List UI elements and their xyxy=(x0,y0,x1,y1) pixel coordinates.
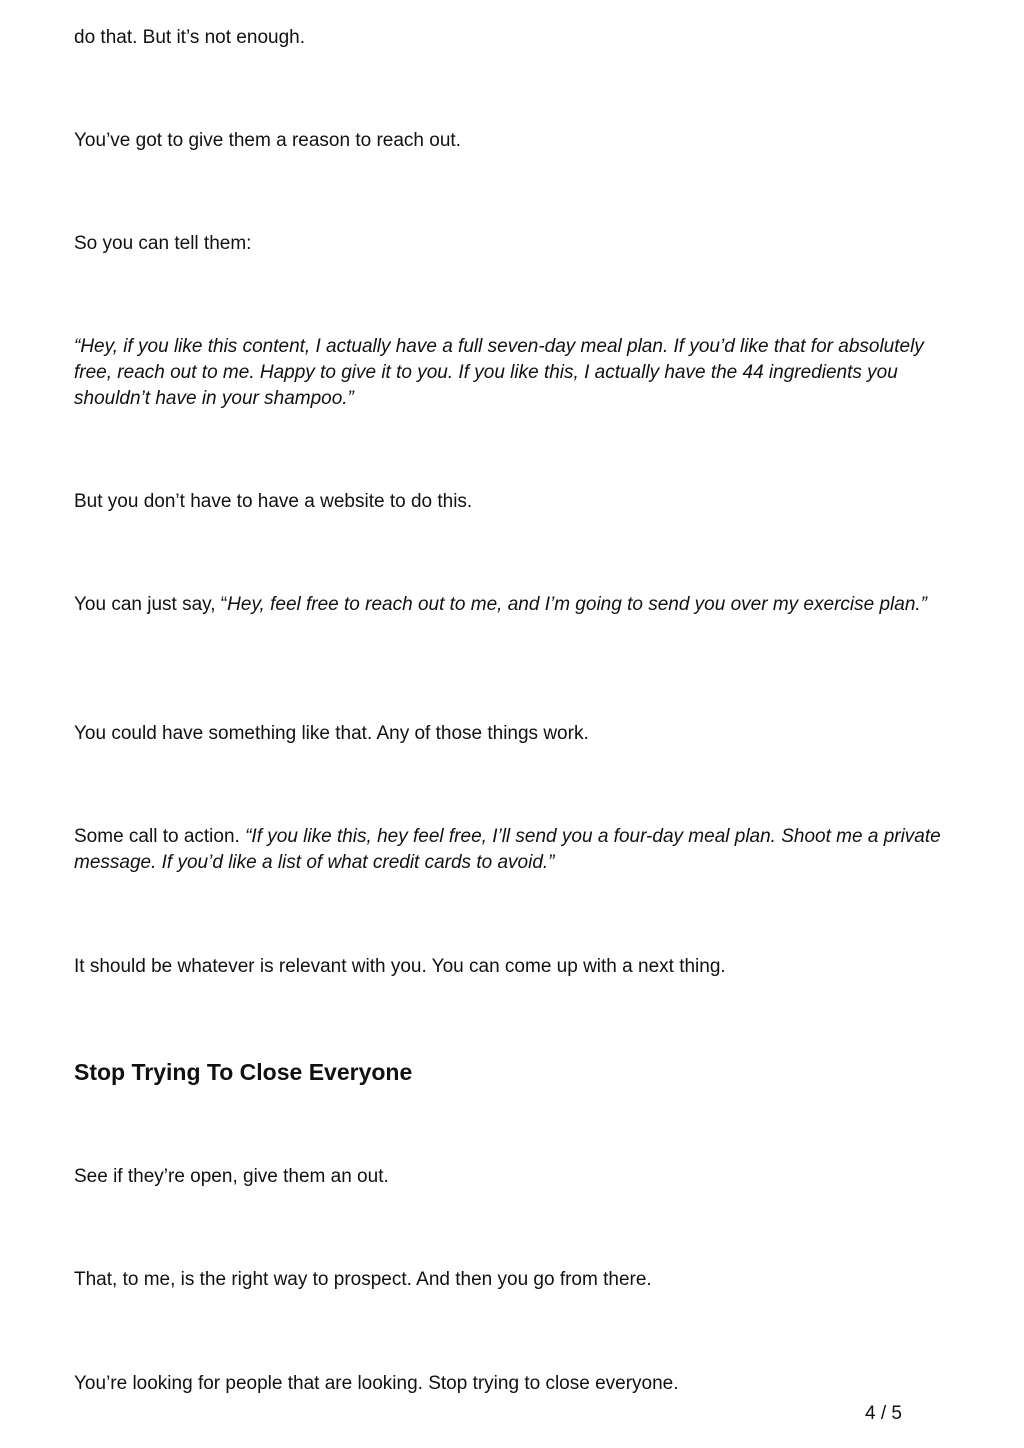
paragraph-quote-meal-plan xyxy=(74,334,944,412)
paragraph-continuation: do that. But it’s not enough. xyxy=(74,27,305,48)
quote-exercise-plan-text: Hey, feel free to reach out to me, and I’m going to send you over my exercise plan.” xyxy=(227,594,927,615)
paragraph-give-out: See if they’re open, give them an out. xyxy=(74,1166,389,1187)
paragraph-call-to-action xyxy=(74,824,944,876)
section-heading: Stop Trying To Close Everyone xyxy=(74,1059,413,1085)
quote-four-day-plan-text: “If you like this, hey feel free, I’ll send you a four-day meal plan. Shoot me a private message. If you’d like a list of what credit cards to avoid.” xyxy=(74,826,941,873)
paragraph-right-way: That, to me, is the right way to prospect. And then you go from there. xyxy=(74,1269,652,1290)
paragraph-relevant: It should be whatever is relevant with you. You can come up with a next thing. xyxy=(74,956,726,977)
call-to-action-lead-text: Some call to action. xyxy=(74,826,246,847)
paragraph-looking: You’re looking for people that are looking. Stop trying to close everyone. xyxy=(74,1373,679,1394)
paragraph-any-work: You could have something like that. Any of those things work. xyxy=(74,723,589,744)
quote-meal-plan-text: “Hey, if you like this content, I actually have a full seven-day meal plan. If you’d like that for absolutely free, reach out to me. Happy to give it to you. If you like this, I actually have the 44 ingredients you shouldn’t have in your shampoo.” xyxy=(74,336,924,409)
paragraph-reason: You’ve got to give them a reason to reach out. xyxy=(74,130,461,151)
paragraph-no-website: But you don’t have to have a website to do this. xyxy=(74,491,473,512)
paragraph-just-say xyxy=(74,592,944,618)
just-say-lead-text: You can just say, “ xyxy=(74,594,228,615)
paragraph-tell-them: So you can tell them: xyxy=(74,233,252,254)
page-number: 4 / 5 xyxy=(865,1403,902,1424)
